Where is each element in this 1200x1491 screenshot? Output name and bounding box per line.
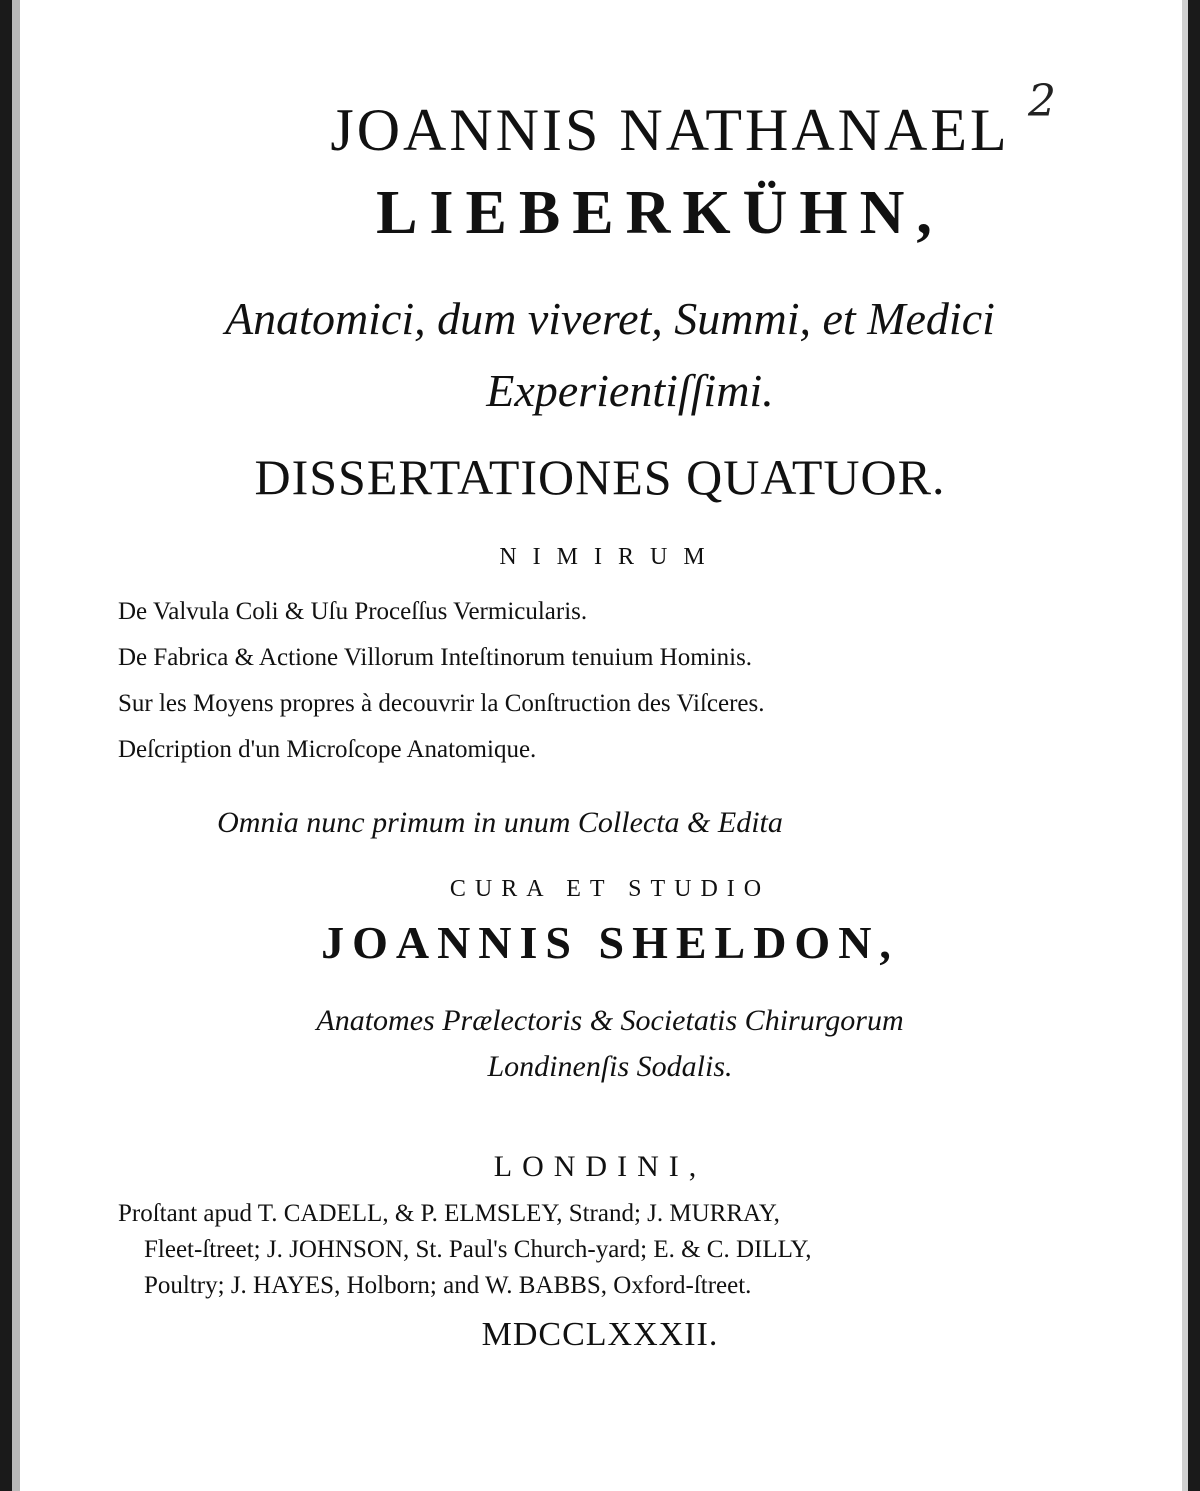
editor-role-line1: Anatomes Prælectoris & Societatis Chirurgorum <box>316 1004 904 1037</box>
cura-et-studio: CURA ET STUDIO <box>449 876 771 902</box>
page-edge-left-shadow <box>12 0 20 1491</box>
author-epithet-line2: Experientiſſimi. <box>486 365 774 416</box>
imprint-line: Fleet-ſtreet; J. JOHNSON, St. Paul's Church-yard; E. & C. DILLY, <box>144 1236 812 1263</box>
imprint-city: LONDINI, <box>493 1150 707 1183</box>
nimirum-heading: NIMIRUM <box>499 544 721 570</box>
author-surname: LIEBERKÜHN, <box>376 179 944 247</box>
work-title: DISSERTATIONES QUATUOR. <box>254 449 946 505</box>
contents-item: De Valvula Coli & Uſu Proceſſus Vermicularis. <box>118 598 588 625</box>
editor-role-line2: Londinenſis Sodalis. <box>487 1050 733 1083</box>
author-epithet-line1: Anatomici, dum viveret, Summi, et Medici <box>225 293 995 344</box>
page-edge-left <box>0 0 12 1491</box>
publication-year: MDCCLXXXII. <box>481 1316 719 1353</box>
imprint-line: Proſtant apud T. CADELL, & P. ELMSLEY, Strand; J. MURRAY, <box>118 1200 780 1227</box>
contents-item: Sur les Moyens propres à decouvrir la Conſtruction des Viſceres. <box>118 690 765 717</box>
omnia-line: Omnia nunc primum in unum Collecta & Edita <box>217 806 783 839</box>
contents-item: De Fabrica & Actione Villorum Inteſtinorum tenuium Hominis. <box>118 644 753 671</box>
author-name: JOANNIS NATHANAEL <box>330 97 1010 163</box>
handwritten-page-number: 2 <box>1028 76 1056 127</box>
contents-item: Deſcription d'un Microſcope Anatomique. <box>118 736 537 763</box>
imprint-line: Poultry; J. HAYES, Holborn; and W. BABBS, Oxford-ſtreet. <box>144 1272 752 1299</box>
editor-name: JOANNIS SHELDON, <box>321 917 899 968</box>
